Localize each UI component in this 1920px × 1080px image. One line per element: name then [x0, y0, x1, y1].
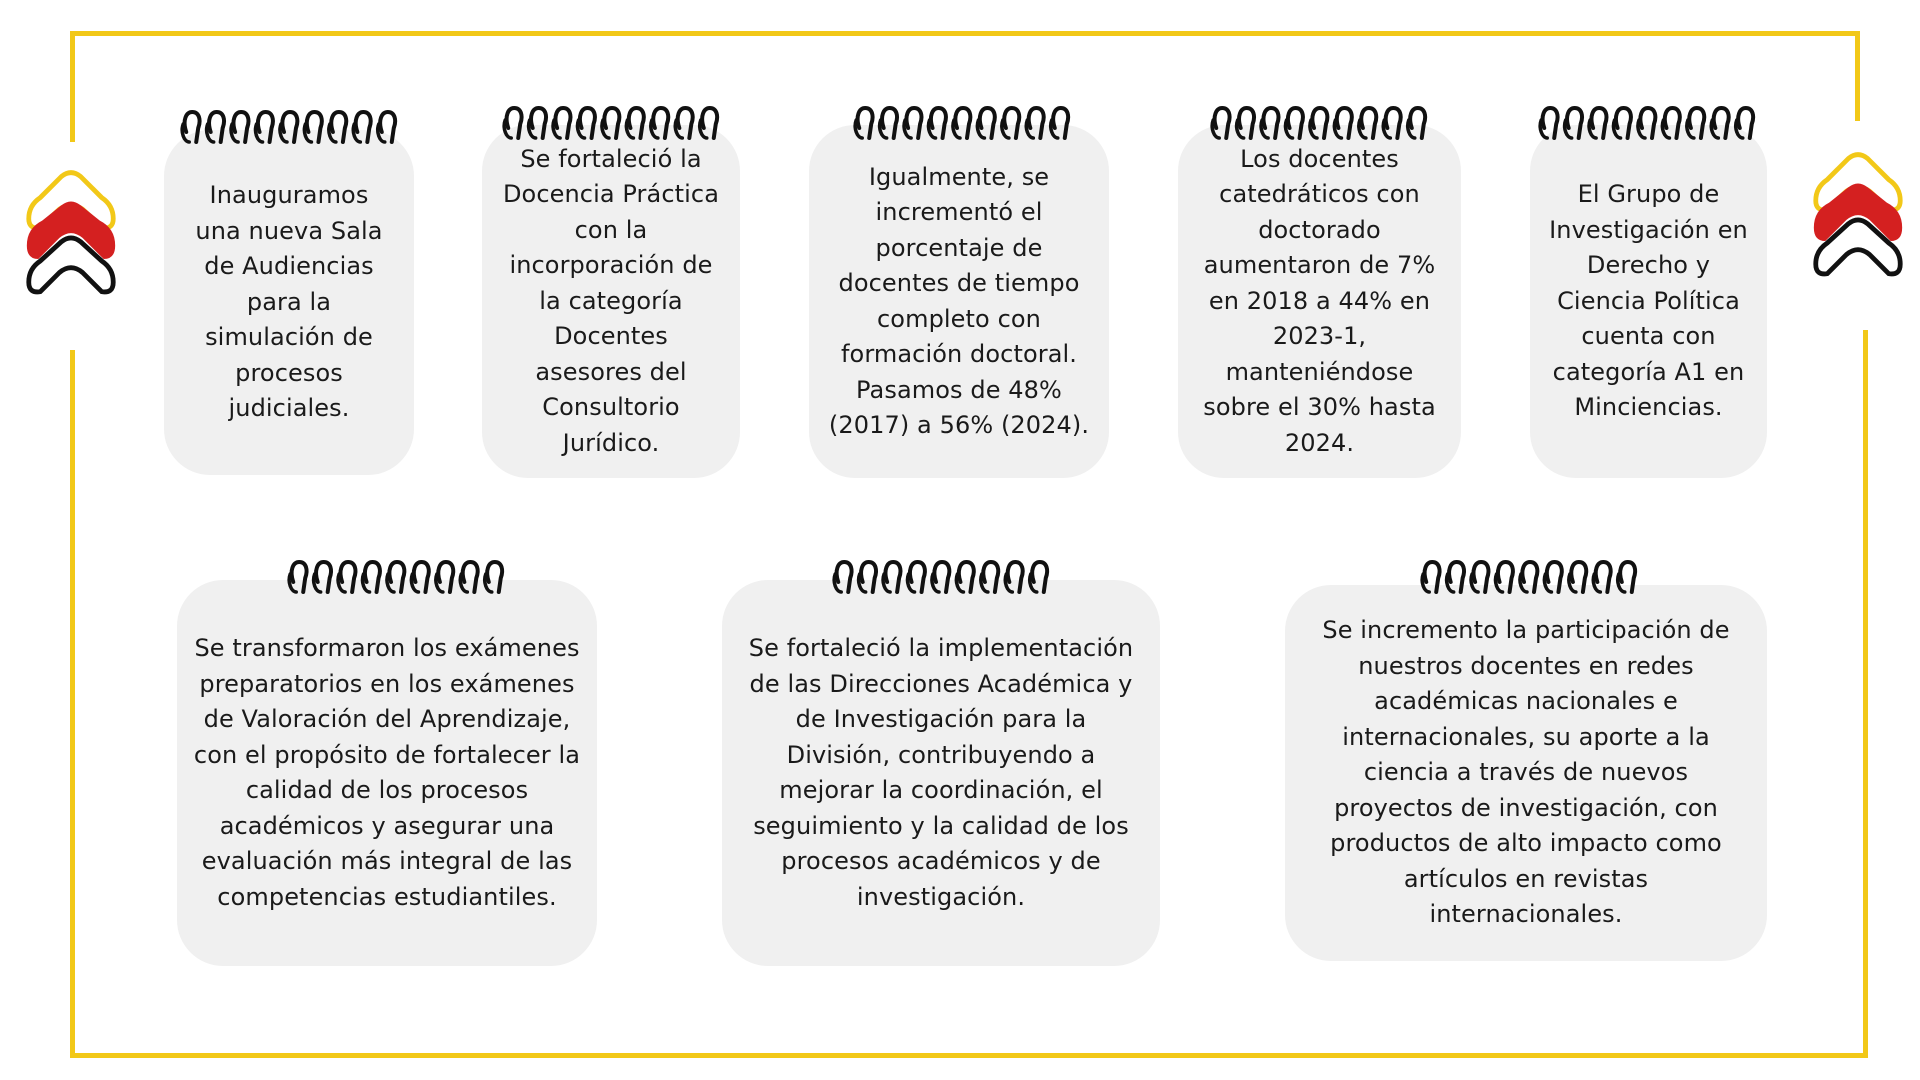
- spiral-ring-icon: [411, 562, 428, 592]
- note-card: [164, 130, 414, 475]
- frame-right-border-lower: [1863, 330, 1868, 1058]
- spiral-ring-icon: [651, 108, 668, 138]
- spiral-ring-icon: [231, 112, 248, 142]
- spiral-ring-icon: [436, 562, 453, 592]
- note-card: [1285, 585, 1767, 961]
- note-card: [1530, 125, 1767, 478]
- spiral-ring-icon: [1005, 562, 1022, 592]
- spiral-binding-icon: [1538, 106, 1758, 142]
- spiral-binding-icon: [1210, 106, 1430, 142]
- spiral-ring-icon: [504, 108, 521, 138]
- spiral-ring-icon: [363, 562, 380, 592]
- spiral-ring-icon: [855, 108, 872, 138]
- spiral-ring-icon: [1310, 108, 1327, 138]
- spiral-ring-icon: [675, 108, 692, 138]
- note-card: [1178, 125, 1461, 478]
- spiral-ring-icon: [1569, 562, 1586, 592]
- note-text: Igualmente, se incrementó el porcentaje de docentes de tiempo completo con formación doctoral. Pasamos de 48% (2017) a 56% (2024).: [828, 162, 1090, 439]
- spiral-ring-icon: [485, 562, 502, 592]
- spiral-binding-icon: [287, 560, 507, 596]
- note-text: Los docentes catedráticos con doctorado aumentaron de 7% en 2018 a 44% en 2023-1, manteniéndose sobre el 30% hasta 2024.: [1203, 144, 1436, 457]
- right-chevron-logo-icon: [1810, 150, 1906, 286]
- spiral-ring-icon: [289, 562, 306, 592]
- spiral-binding-icon: [853, 106, 1073, 142]
- spiral-ring-icon: [700, 108, 717, 138]
- spiral-ring-icon: [1447, 562, 1464, 592]
- spiral-ring-icon: [1422, 562, 1439, 592]
- frame-left-border-upper: [70, 31, 75, 142]
- spiral-ring-icon: [314, 562, 331, 592]
- spiral-ring-icon: [353, 112, 370, 142]
- spiral-ring-icon: [280, 112, 297, 142]
- spiral-ring-icon: [387, 562, 404, 592]
- note-text: Se fortaleció la implementación de las Direcciones Académica y de Investigación para la División, contribuyendo a mejorar la coordinación, el seguimiento y la calidad de los procesos académicos y de investigación.: [748, 634, 1134, 911]
- spiral-ring-icon: [1408, 108, 1425, 138]
- spiral-ring-icon: [956, 562, 973, 592]
- note-text: El Grupo de Investigación en Derecho y Ciencia Política cuenta con categoría A1 en Minciencias.: [1549, 180, 1748, 422]
- frame-top-border: [70, 31, 1860, 36]
- spiral-ring-icon: [1540, 108, 1557, 138]
- spiral-ring-icon: [626, 108, 643, 138]
- spiral-binding-icon: [1420, 560, 1640, 596]
- spiral-ring-icon: [1520, 562, 1537, 592]
- spiral-ring-icon: [1711, 108, 1728, 138]
- spiral-binding-icon: [180, 110, 400, 146]
- spiral-ring-icon: [1593, 562, 1610, 592]
- spiral-ring-icon: [1212, 108, 1229, 138]
- spiral-ring-icon: [932, 562, 949, 592]
- spiral-ring-icon: [1565, 108, 1582, 138]
- spiral-ring-icon: [1471, 562, 1488, 592]
- spiral-ring-icon: [1026, 108, 1043, 138]
- spiral-ring-icon: [908, 562, 925, 592]
- spiral-ring-icon: [1334, 108, 1351, 138]
- spiral-ring-icon: [1662, 108, 1679, 138]
- spiral-ring-icon: [1261, 108, 1278, 138]
- spiral-ring-icon: [1687, 108, 1704, 138]
- note-text: Inauguramos una nueva Sala de Audiencias para la simulación de procesos judiciales.: [195, 181, 383, 423]
- spiral-ring-icon: [1544, 562, 1561, 592]
- spiral-ring-icon: [1496, 562, 1513, 592]
- note-text: Se incremento la participación de nuestros docentes en redes académicas nacionales e internacionales, su aporte a la ciencia a través de nuevos proyectos de investigación, con productos de alto impacto como artículos en revistas internacionales.: [1322, 616, 1730, 929]
- spiral-ring-icon: [304, 112, 321, 142]
- spiral-ring-icon: [859, 562, 876, 592]
- spiral-binding-icon: [832, 560, 1052, 596]
- spiral-ring-icon: [1051, 108, 1068, 138]
- spiral-ring-icon: [1736, 108, 1753, 138]
- frame-left-border-lower: [70, 350, 75, 1058]
- spiral-ring-icon: [338, 562, 355, 592]
- spiral-ring-icon: [977, 108, 994, 138]
- note-card: [482, 125, 740, 478]
- spiral-ring-icon: [1618, 562, 1635, 592]
- spiral-ring-icon: [981, 562, 998, 592]
- spiral-ring-icon: [1237, 108, 1254, 138]
- spiral-ring-icon: [834, 562, 851, 592]
- note-card: [809, 125, 1109, 478]
- spiral-ring-icon: [553, 108, 570, 138]
- spiral-ring-icon: [1589, 108, 1606, 138]
- spiral-ring-icon: [378, 112, 395, 142]
- spiral-ring-icon: [880, 108, 897, 138]
- spiral-ring-icon: [1614, 108, 1631, 138]
- spiral-ring-icon: [207, 112, 224, 142]
- spiral-ring-icon: [953, 108, 970, 138]
- spiral-ring-icon: [1030, 562, 1047, 592]
- note-card: [177, 580, 597, 966]
- note-text: Se transformaron los exámenes preparatorios en los exámenes de Valoración del Aprendizaje, con el propósito de fortalecer la calidad de los procesos académicos y asegurar una evaluación más integral de las competencias estudiantiles.: [193, 634, 581, 911]
- spiral-binding-icon: [502, 106, 722, 142]
- spiral-ring-icon: [256, 112, 273, 142]
- note-card: [722, 580, 1160, 966]
- spiral-ring-icon: [329, 112, 346, 142]
- frame-right-border-upper: [1855, 31, 1860, 121]
- spiral-ring-icon: [929, 108, 946, 138]
- spiral-ring-icon: [529, 108, 546, 138]
- spiral-ring-icon: [578, 108, 595, 138]
- spiral-ring-icon: [1383, 108, 1400, 138]
- spiral-ring-icon: [460, 562, 477, 592]
- note-text: Se fortaleció la Docencia Práctica con la incorporación de la categoría Docentes asesores del Consultorio Jurídico.: [502, 144, 720, 457]
- spiral-ring-icon: [1638, 108, 1655, 138]
- spiral-ring-icon: [182, 112, 199, 142]
- frame-bottom-border: [70, 1053, 1868, 1058]
- left-chevron-logo-icon: [23, 168, 119, 304]
- spiral-ring-icon: [1286, 108, 1303, 138]
- spiral-ring-icon: [602, 108, 619, 138]
- spiral-ring-icon: [883, 562, 900, 592]
- spiral-ring-icon: [1002, 108, 1019, 138]
- spiral-ring-icon: [1359, 108, 1376, 138]
- spiral-ring-icon: [904, 108, 921, 138]
